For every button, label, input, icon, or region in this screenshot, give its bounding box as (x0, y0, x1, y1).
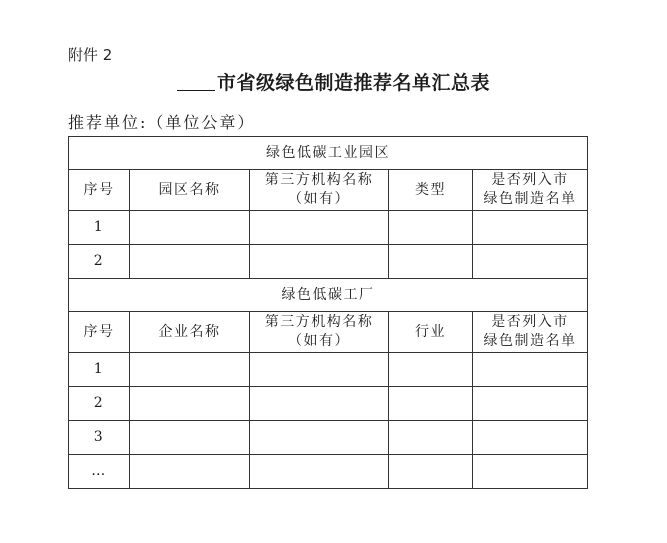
header-listed-line1: 是否列入市 (491, 314, 569, 330)
header-cell-third-party (250, 170, 389, 211)
section-row-factories (69, 279, 588, 312)
table-cell (130, 455, 250, 489)
row-index: 1 (69, 211, 130, 245)
table-cell (473, 455, 588, 489)
table-cell (389, 211, 473, 245)
section-row-parks (69, 137, 588, 170)
table-row (69, 455, 588, 489)
page-title (0, 68, 667, 95)
header-cell-third-party (250, 312, 389, 353)
section-title-parks: 绿色低碳工业园区 (69, 137, 588, 170)
table-cell (473, 387, 588, 421)
table-cell (473, 245, 588, 279)
table-cell (250, 421, 389, 455)
table-cell (389, 421, 473, 455)
table-cell (130, 387, 250, 421)
header-cell-name: 企业名称 (130, 312, 250, 353)
table-cell (389, 387, 473, 421)
table-cell (130, 421, 250, 455)
title-blank-line (177, 72, 215, 91)
row-index: … (69, 455, 130, 489)
title-text: 市省级绿色制造推荐名单汇总表 (216, 72, 490, 94)
header-listed-line1: 是否列入市 (491, 172, 569, 188)
table-cell (130, 353, 250, 387)
table-row (69, 211, 588, 245)
table-row (69, 421, 588, 455)
header-cell-industry: 行业 (389, 312, 473, 353)
table-cell (250, 353, 389, 387)
header-cell-index: 序号 (69, 170, 130, 211)
table-row (69, 387, 588, 421)
table-cell (473, 421, 588, 455)
table-cell (130, 211, 250, 245)
row-index: 1 (69, 353, 130, 387)
table-cell (250, 455, 389, 489)
header-cell-type: 类型 (389, 170, 473, 211)
header-cell-index: 序号 (69, 312, 130, 353)
header-listed-line2: 绿色制造名单 (483, 191, 577, 207)
header-cell-listed (473, 312, 588, 353)
table-cell (389, 455, 473, 489)
header-third-party-line1: 第三方机构名称 (264, 172, 374, 188)
table-cell (130, 245, 250, 279)
recommending-unit-label: 推荐单位:（单位公章） (68, 113, 256, 132)
header-listed-line2: 绿色制造名单 (483, 333, 577, 349)
table-cell (473, 353, 588, 387)
table-cell (473, 211, 588, 245)
attachment-label: 附件 2 (68, 46, 113, 64)
row-index: 3 (69, 421, 130, 455)
table-cell (389, 245, 473, 279)
header-cell-listed (473, 170, 588, 211)
section-title-factories: 绿色低碳工厂 (69, 279, 588, 312)
table-cell (389, 353, 473, 387)
header-third-party-line1: 第三方机构名称 (264, 314, 374, 330)
table-cell (250, 245, 389, 279)
header-row-factories (69, 312, 588, 353)
row-index: 2 (69, 245, 130, 279)
table-cell (250, 387, 389, 421)
row-index: 2 (69, 387, 130, 421)
header-cell-name: 园区名称 (130, 170, 250, 211)
header-third-party-line2: （如有） (288, 191, 350, 207)
header-row-parks (69, 170, 588, 211)
summary-table (68, 136, 588, 489)
table-row (69, 245, 588, 279)
header-third-party-line2: （如有） (288, 333, 350, 349)
table-row (69, 353, 588, 387)
table-cell (250, 211, 389, 245)
